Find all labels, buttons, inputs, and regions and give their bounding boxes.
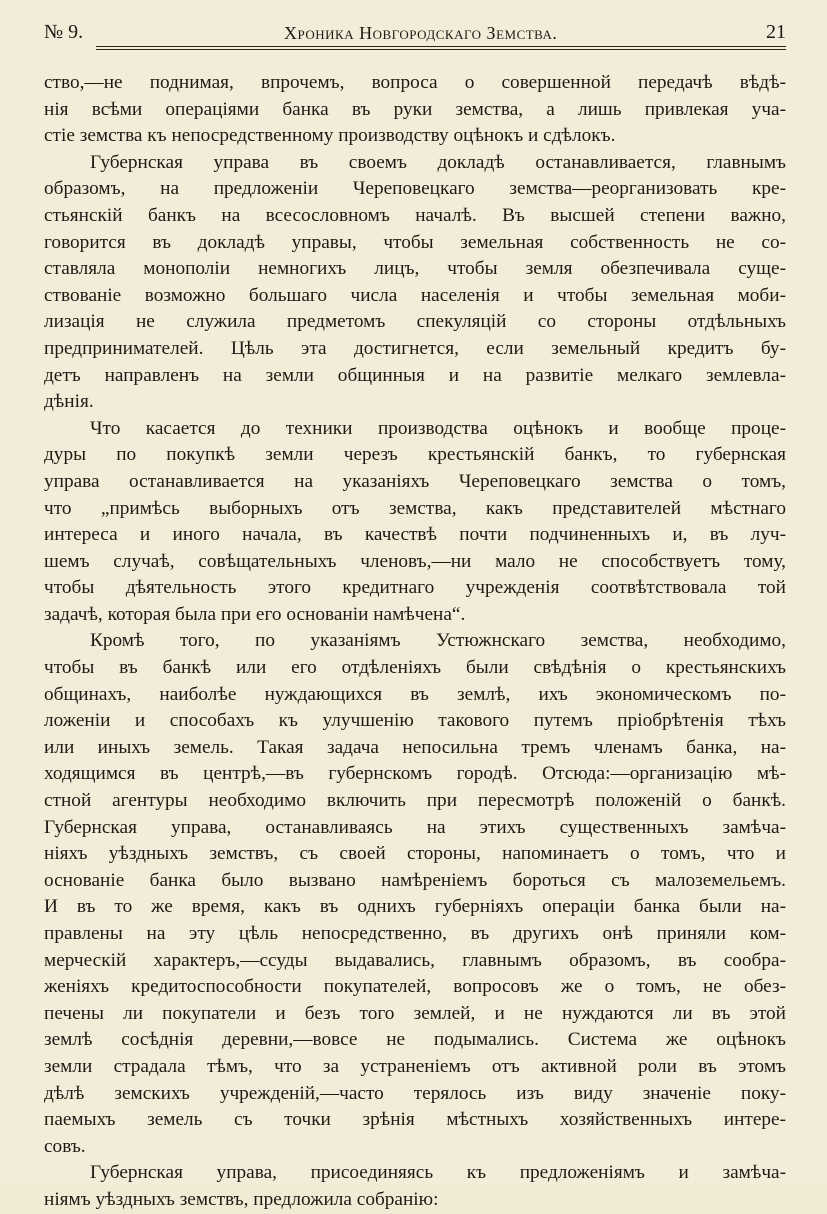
text-line: основаніе банка было вызвано намѣреніемъ бороться съ малоземельемъ.: [44, 869, 786, 891]
issue-number: № 9.: [44, 21, 84, 43]
text-line: чтобы дѣятельность этого кредитнаго учрежденія соотвѣтствовала той: [44, 577, 786, 599]
text-line: дѣнія.: [44, 391, 94, 413]
text-line: И въ то же время, какъ въ однихъ губерніяхъ операціи банка были на-: [44, 896, 786, 918]
text-line: земли страдала тѣмъ, что за устраненіемъ отъ активной роли въ этомъ: [44, 1055, 786, 1077]
page-number: 21: [766, 21, 786, 43]
text-line: ставляла монополіи немногихъ лицъ, чтобы земля обезпечивала суще-: [44, 258, 786, 280]
text-line: или иныхъ земель. Такая задача непосильна тремъ членамъ банка, на-: [44, 736, 786, 758]
text-line: нія всѣми операціями банка въ руки земства, а лишь привлекая уча-: [44, 98, 786, 120]
text-line: говорится въ докладѣ управы, чтобы земельная собственность не со-: [44, 231, 786, 253]
text-line: дуры по покупкѣ земли черезъ крестьянскій банкъ, то губернская: [44, 444, 786, 466]
text-line: Кромѣ того, по указаніямъ Устюжнскаго земства, необходимо,: [90, 630, 786, 652]
text-line: интереса и иного начала, въ качествѣ почти подчиненныхъ и, въ луч-: [44, 524, 786, 546]
text-line: управа останавливается на указаніяхъ Череповецкаго земства о томъ,: [44, 470, 786, 492]
header-rule-secondary: [96, 49, 786, 50]
text-line: предпринимателей. Цѣль эта достигнется, если земельный кредитъ бу-: [44, 337, 786, 359]
text-line: ство,—не поднимая, впрочемъ, вопроса о совершенной передачѣ вѣдѣ-: [44, 72, 786, 93]
text-line: образомъ, на предложеніи Череповецкаго земства—реорганизовать кре-: [44, 178, 786, 200]
text-line: стьянскій банкъ на всесословномъ началѣ. Въ высшей степени важно,: [44, 204, 786, 226]
text-line: ніямъ уѣздныхъ земствъ, предложила собранію:: [44, 1188, 439, 1210]
text-line: ходящимся въ центрѣ,—въ губернскомъ городѣ. Отсюда:—организацію мѣ-: [44, 763, 786, 785]
text-line: ложеніи и способахъ къ улучшенію такового путемъ пріобрѣтенія тѣхъ: [44, 710, 786, 732]
text-line: стной агентуры необходимо включить при пересмотрѣ положеній о банкѣ.: [44, 790, 786, 812]
text-line: что „примѣсь выборныхъ отъ земства, какъ представителей мѣстнаго: [44, 497, 786, 519]
text-line: дѣлѣ земскихъ учрежденій,—часто терялось изъ виду значеніе поку-: [44, 1082, 786, 1104]
text-line: Что касается до техники производства оцѣнокъ и вообще проце-: [90, 417, 786, 439]
text-line: детъ направленъ на земли общинныя и на развитіе мелкаго землевла-: [44, 364, 786, 386]
text-line: общинахъ, наиболѣе нуждающихся въ землѣ, ихъ экономическомъ по-: [44, 683, 786, 705]
text-line: лизація не служила предметомъ спекуляцій со стороны отдѣльныхъ: [44, 311, 786, 333]
text-line: печены ли покупатели и безъ того землей, и не нуждаются ли въ этой: [44, 1002, 786, 1024]
text-line: Губернская управа, останавливаясь на этихъ существенныхъ замѣча-: [44, 816, 786, 838]
text-line: женіяхъ кредитоспособности покупателей, вопросовъ же о томъ, не обез-: [44, 976, 786, 998]
text-line: мерческій характеръ,—ссуды выдавались, главнымъ образомъ, въ сообра-: [44, 949, 786, 971]
text-line: Губернская управа въ своемъ докладѣ останавливается, главнымъ: [90, 151, 786, 173]
text-line: Губернская управа, присоединяясь къ предложеніямъ и замѣча-: [90, 1162, 786, 1184]
text-line: ніяхъ уѣздныхъ земствъ, съ своей стороны, напоминаетъ о томъ, что и: [44, 843, 786, 865]
text-line: совъ.: [44, 1135, 86, 1157]
text-line: шемъ случаѣ, совѣщательныхъ членовъ,—ни мало не способствуетъ тому,: [44, 550, 786, 572]
text-line: стіе земства къ непосредственному производству оцѣнокъ и сдѣлокъ.: [44, 125, 616, 147]
text-line: ствованіе возможно большаго числа населенія и чтобы земельная моби-: [44, 284, 786, 306]
text-line: землѣ сосѣднія деревни,—вовсе не подымались. Система же оцѣнокъ: [44, 1029, 786, 1051]
journal-title: Хроника Новгородскаго Земства.: [284, 23, 558, 43]
running-header: [44, 18, 786, 48]
text-line: правлены на эту цѣль непосредственно, въ другихъ онѣ приняли ком-: [44, 923, 786, 944]
text-line: паемыхъ земель съ точки зрѣнія мѣстныхъ хозяйственныхъ интере-: [44, 1109, 786, 1131]
article-body: [44, 70, 786, 1214]
header-rule: [96, 46, 786, 47]
text-line: чтобы въ банкѣ или его отдѣленіяхъ были свѣдѣнія о крестьянскихъ: [44, 657, 786, 679]
text-line: задачѣ, которая была при его основаніи намѣчена“.: [44, 603, 466, 625]
